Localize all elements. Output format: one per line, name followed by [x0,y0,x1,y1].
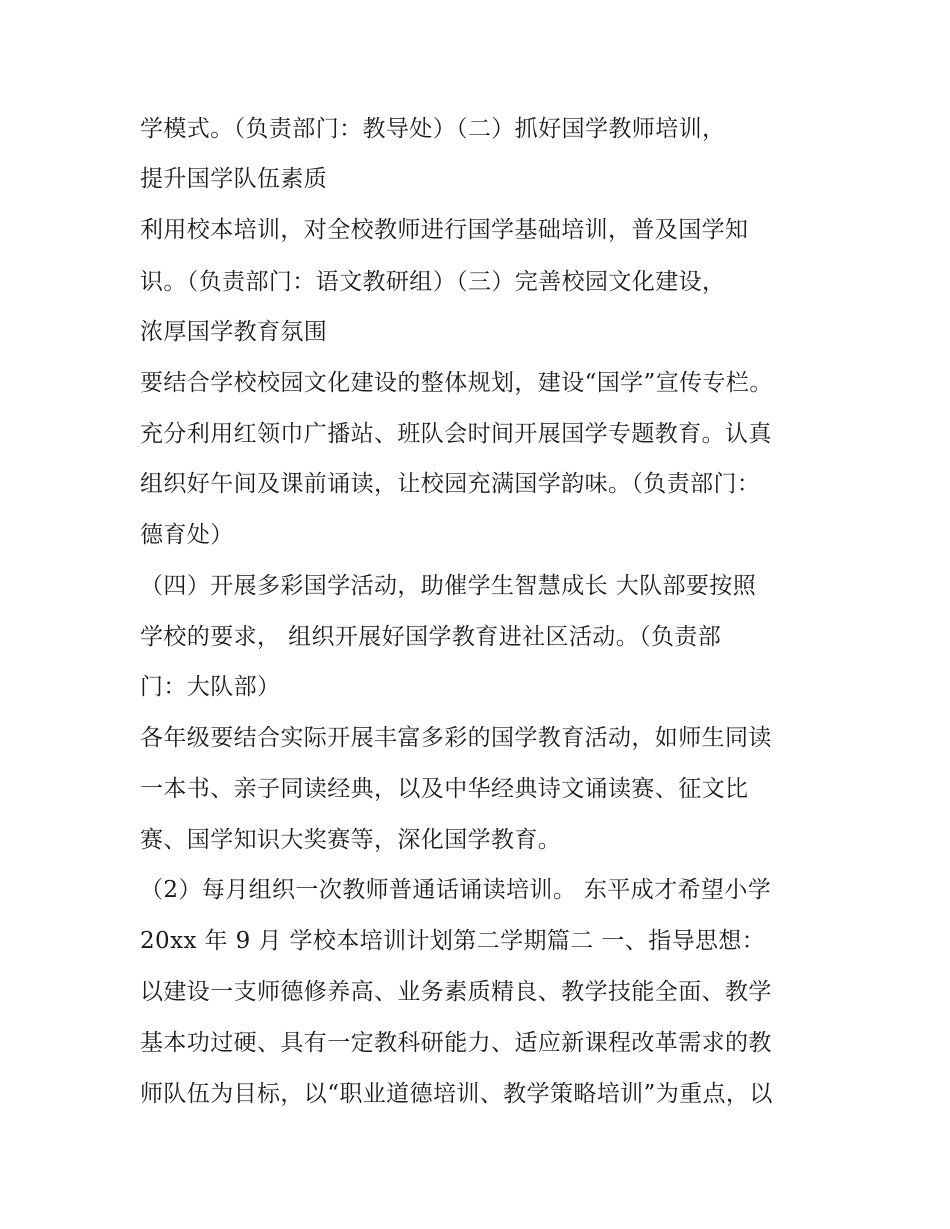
text-line: 提升国学队伍素质 [140,166,328,192]
text-line: 基本功过硬、具有一定教科研能力、适应新课程改革需求的教 [140,1030,772,1056]
text-line: 要结合学校校园文化建设的整体规划，建设“国学”宣传专栏。 [140,370,773,396]
text-line: （2）每月组织一次教师普通话诵读培训。 东平成才希望小学 [140,877,772,903]
text-line: 识。（负责部门：语文教研组）（三）完善校园文化建设， [140,269,726,295]
text-line: 门：大队部） [140,674,281,700]
text-line: 浓厚国学教育氛围 [140,319,328,345]
text-line: 充分利用红领巾广播站、班队会时间开展国学专题教育。认真 [140,421,772,447]
text-line: 赛、国学知识大奖赛等，深化国学教育。 [140,827,562,853]
text-line: 组织好午间及课前诵读，让校园充满国学韵味。（负责部门： [140,471,761,497]
text-line: 以建设一支师德修养高、业务素质精良、教学技能全面、教学 [140,979,772,1005]
text-line: 师队伍为目标，以“职业道德培训、教学策略培训”为重点，以 [140,1081,773,1107]
text-line: 20xx 年 9 月 学校本培训计划第二学期篇二 一、指导思想： [140,928,766,954]
text-line: 学校的要求， 组织开展好国学教育进社区活动。（负责部 [140,624,722,650]
text-line: （四）开展多彩国学活动，助催学生智慧成长 大队部要按照 [140,573,757,599]
text-line: 各年级要结合实际开展丰富多彩的国学教育活动，如师生同读 [140,725,772,751]
text-line: 一本书、亲子同读经典，以及中华经典诗文诵读赛、征文比 [140,776,749,802]
text-line: 利用校本培训，对全校教师进行国学基础培训，普及国学知 [140,217,749,243]
text-line: 学模式。（负责部门：教导处）（二）抓好国学教师培训， [140,116,726,142]
text-line: 德育处） [140,522,234,548]
